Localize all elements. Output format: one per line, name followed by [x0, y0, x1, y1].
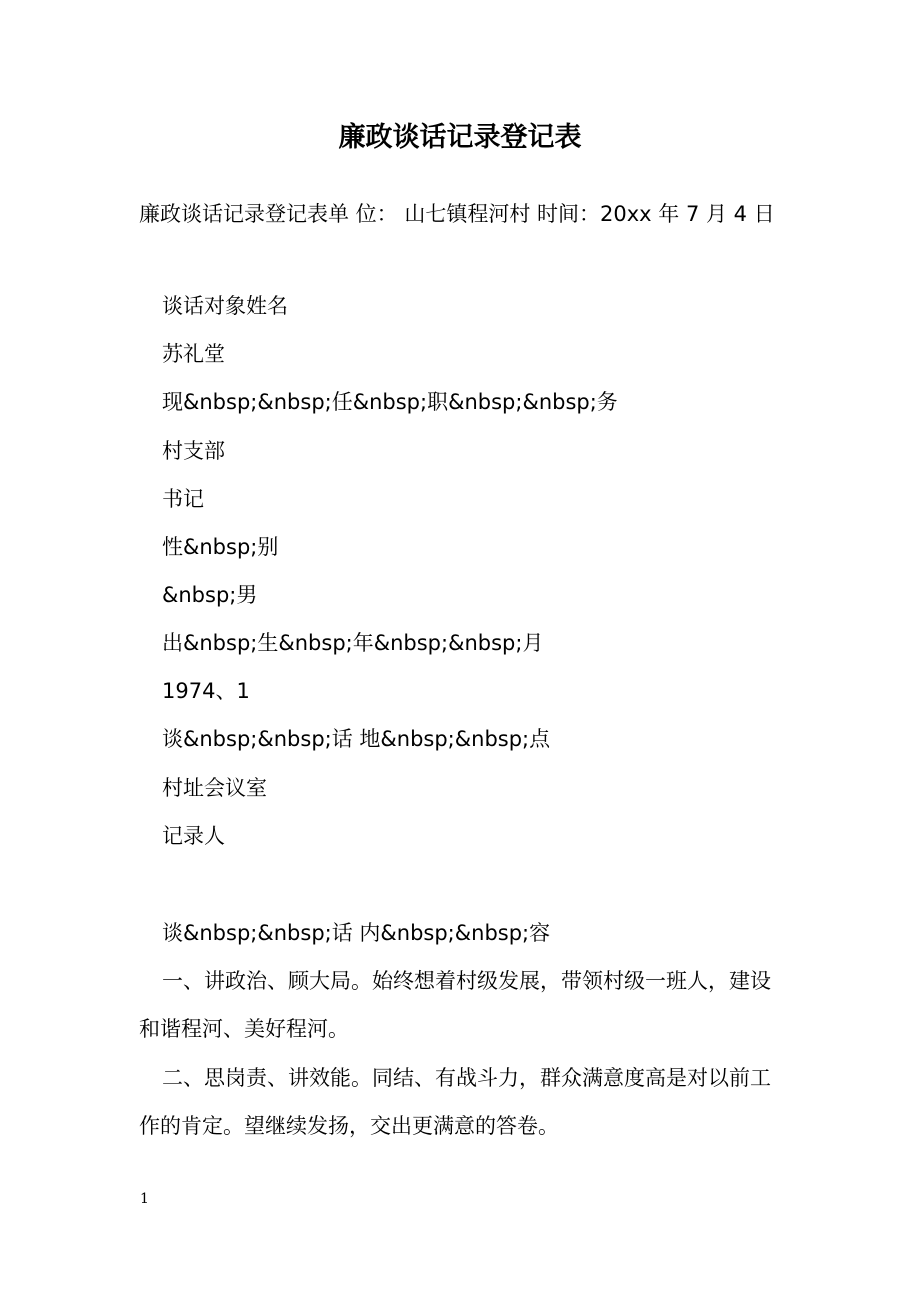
field-gender-label: 性&nbsp;别 — [162, 535, 279, 559]
content-paragraph-1: 一、讲政治、顾大局。始终想着村级发展，带领村级一班人，建设和谐程河、美好程河。 — [139, 969, 771, 1041]
document-title: 廉政谈话记录登记表 — [338, 122, 582, 153]
field-position-value-1: 村支部 — [162, 439, 225, 463]
field-location-label: 谈&nbsp;&nbsp;话 地&nbsp;&nbsp;点 — [162, 727, 551, 751]
field-gender-value: &nbsp;男 — [162, 583, 258, 607]
field-interviewee-value: 苏礼堂 — [162, 342, 225, 366]
field-location-value: 村址会议室 — [162, 776, 267, 800]
field-recorder-label: 记录人 — [162, 824, 225, 848]
field-position-label: 现&nbsp;&nbsp;任&nbsp;职&nbsp;&nbsp;务 — [162, 390, 618, 414]
page-number: 1 — [140, 1191, 149, 1207]
content-paragraph-2: 二、思岗责、讲效能。同结、有战斗力，群众满意度高是对以前工作的肯定。望继续发扬，交出更满意的答卷。 — [139, 1066, 771, 1138]
field-interviewee-label: 谈话对象姓名 — [162, 294, 288, 318]
field-birth-value: 1974、1 — [162, 679, 250, 703]
content-heading: 谈&nbsp;&nbsp;话 内&nbsp;&nbsp;容 — [162, 921, 551, 945]
field-position-value-2: 书记 — [162, 487, 204, 511]
field-birth-label: 出&nbsp;生&nbsp;年&nbsp;&nbsp;月 — [162, 631, 544, 655]
header-info: 廉政谈话记录登记表单 位： 山七镇程河村 时间：20xx 年 7 月 4 日 — [139, 202, 775, 226]
